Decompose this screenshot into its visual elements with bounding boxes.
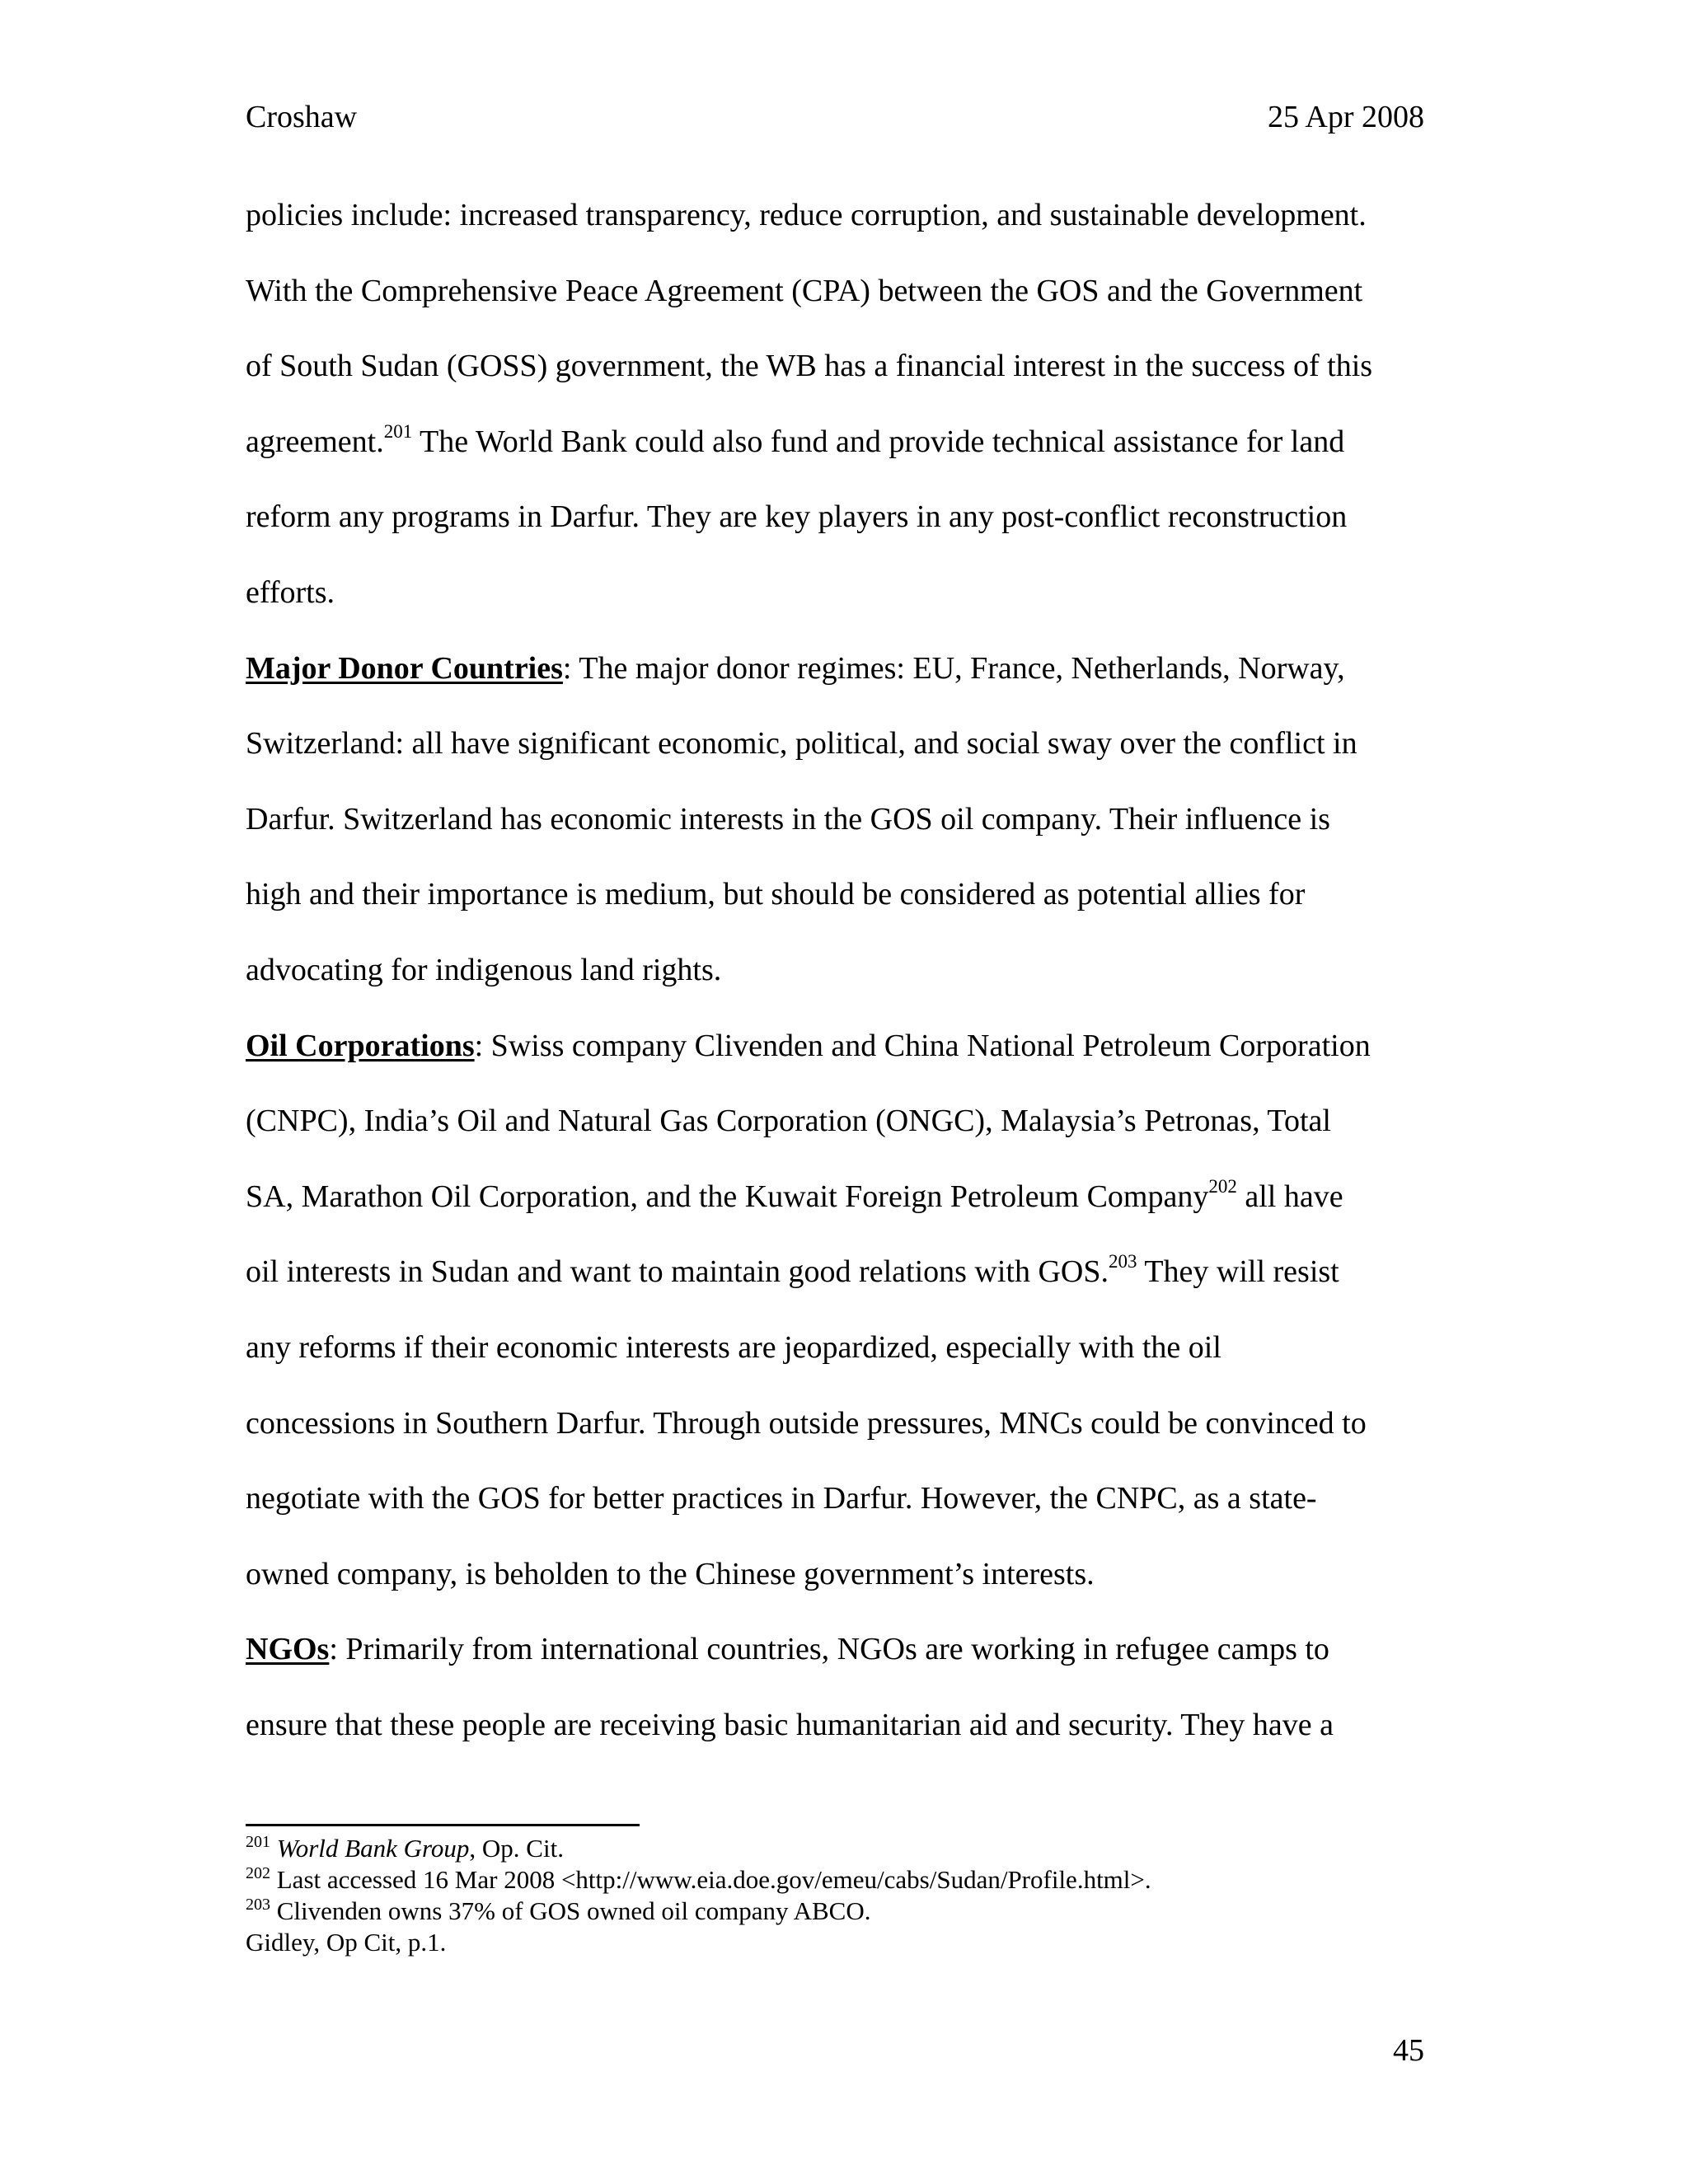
section-heading-ngos: NGOs	[246, 1632, 330, 1667]
text-line: advocating for indigenous land rights.	[246, 952, 722, 987]
footnote-ref-201[interactable]: 201	[383, 420, 413, 442]
text-line: ensure that these people are receiving basic humanitarian aid and security. They have a	[246, 1707, 1334, 1742]
footnote-201: $^{201}$ World Bank Group, Op. Cit.	[246, 1833, 564, 1863]
text-line: of South Sudan (GOSS) government, the WB has a financial interest in the success of this	[246, 349, 1373, 384]
footnote-203: $^{203}$ Clivenden owns 37% of GOS owned oil company ABCO.	[246, 1896, 871, 1925]
section-heading-oil-corporations: Oil Corporations	[246, 1028, 475, 1063]
text-line: Major Donor Countries: The major donor regimes: EU, France, Netherlands, Norway,	[246, 650, 1345, 686]
text-line: negotiate with the GOS for better practices in Darfur. However, the CNPC, as a state-	[246, 1481, 1317, 1516]
section-heading-major-donor-countries: Major Donor Countries	[246, 650, 563, 686]
text-line: Switzerland: all have significant economic, political, and social sway over the conflict in	[246, 726, 1357, 762]
text-line: oil interests in Sudan and want to maintain good relations with GOS.$^{203}$ They will resist	[246, 1251, 1339, 1290]
text-line: Darfur. Switzerland has economic interests in the GOS oil company. Their influence is	[246, 801, 1330, 837]
body-text	[246, 194, 1432, 1779]
text-line: reform any programs in Darfur. They are key players in any post-conflict reconstruction	[246, 499, 1348, 535]
footnote-203-continuation: Gidley, Op Cit, p.1.	[246, 1928, 447, 1957]
text-line: concessions in Southern Darfur. Through outside pressures, MNCs could be convinced to	[246, 1405, 1367, 1441]
header-date: 25 Apr 2008	[1268, 100, 1424, 134]
text-line: Oil Corporations: Swiss company Clivenden and China National Petroleum Corporation	[246, 1028, 1371, 1063]
footnote-ref-203[interactable]: 203	[1109, 1251, 1137, 1272]
footnotes	[246, 1833, 1432, 1958]
text-line: any reforms if their economic interests are jeopardized, especially with the oil	[246, 1329, 1221, 1365]
footnote-202: $^{202}$ Last accessed 16 Mar 2008 <http://www.eia.doe.gov/emeu/cabs/Sudan/Profile.html>.	[246, 1864, 1151, 1894]
text-line: SA, Marathon Oil Corporation, and the Kuwait Foreign Petroleum Company$^{202}$ all have	[246, 1175, 1343, 1214]
footnote-divider	[246, 1824, 640, 1826]
text-line: (CNPC), India’s Oil and Natural Gas Corporation (ONGC), Malaysia’s Petronas, Total	[246, 1104, 1331, 1139]
footnote-ref-202[interactable]: 202	[1208, 1175, 1237, 1197]
text-line: With the Comprehensive Peace Agreement (CPA) between the GOS and the Government	[246, 273, 1363, 308]
text-line: owned company, is beholden to the Chinese government’s interests.	[246, 1556, 1095, 1591]
text-line: NGOs: Primarily from international countries, NGOs are working in refugee camps to	[246, 1632, 1329, 1667]
page-number: 45	[1393, 2033, 1424, 2068]
text-line: policies include: increased transparency, reduce corruption, and sustainable development.	[246, 198, 1367, 232]
text-line: agreement.$^{201}$ The World Bank could also fund and provide technical assistance for land	[246, 420, 1345, 459]
text-line: high and their importance is medium, but should be considered as potential allies for	[246, 877, 1306, 912]
text-line: efforts.	[246, 574, 335, 610]
header-author: Croshaw	[246, 100, 358, 134]
